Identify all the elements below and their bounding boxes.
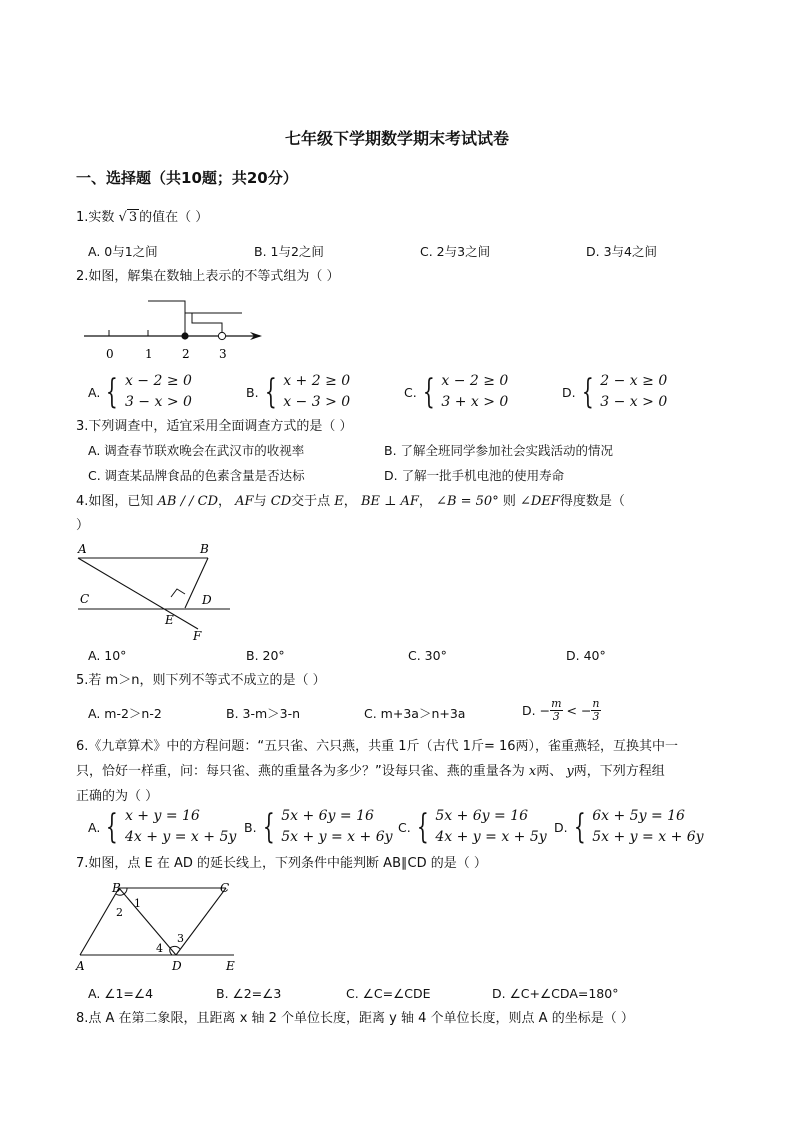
q3-option-b: B. 了解全班同学参加社会实践活动的情况 — [384, 443, 614, 458]
q6-option-b — [244, 806, 393, 848]
tick-label-0: 0 — [106, 347, 114, 361]
question-4-stem-cont: ） — [76, 518, 90, 533]
angle-arc-3 — [170, 946, 180, 949]
question-8-stem: 8.点 A 在第二象限，且距离 x 轴 2 个单位长度，距离 y 轴 4 个单位长度，则点 A 的坐标是（ ） — [76, 1011, 634, 1026]
line-af — [78, 558, 198, 629]
question-3-stem: 3.下列调查中，适宜采用全面调查方式的是（ ） — [76, 419, 353, 434]
numerator: m — [551, 697, 562, 710]
radicand: 3 — [128, 210, 138, 225]
q4-option-b: B. 20° — [246, 648, 285, 663]
equation-line: 5x + 6y = 16 — [435, 808, 529, 824]
q4-option-d: D. 40° — [566, 648, 606, 663]
q5-option-d: D. − $\frac{m}{3}$ < − $\frac{n}{3}$ — [522, 697, 600, 723]
equation-line: x + 2 ≥ 0 — [283, 373, 351, 389]
brace-glyph: { — [422, 372, 435, 412]
q7-option-a: A. ∠1=∠4 — [88, 986, 154, 1001]
label-e: E — [226, 959, 235, 973]
option-letter: D. — [522, 702, 536, 718]
brace-glyph: { — [573, 807, 586, 847]
q7-option-d: D. ∠C+∠CDA=180° — [492, 986, 619, 1001]
q4-text: ， — [218, 494, 232, 509]
q4-text: ， — [343, 494, 357, 509]
option-letter: B. — [246, 384, 259, 400]
q6-text: 两，下列方程组 — [573, 764, 665, 779]
label-a: A — [76, 959, 85, 973]
denominator: 3 — [552, 710, 560, 723]
q6-text: 只，恰好一样重，问：每只雀、燕的重量各为多少？”设每只雀、燕的重量各为 — [76, 764, 525, 779]
q3-option-d: D. 了解一批手机电池的使用寿命 — [384, 468, 565, 483]
q5-option-c: C. m+3a＞n+3a — [364, 706, 466, 721]
equation-line: x − 2 ≥ 0 — [441, 373, 509, 389]
page-title: 七年级下学期数学期末考试试卷 — [284, 129, 509, 148]
solid-point — [181, 332, 188, 339]
brace-glyph: { — [106, 372, 119, 412]
q3-option-c: C. 调查某品牌食品的色素含量是否达标 — [88, 468, 305, 483]
equation-line: 6x + 5y = 16 — [592, 808, 685, 824]
q4-text: 与 — [253, 494, 267, 509]
less-than-sign: < — [566, 702, 577, 718]
parallel-lines-figure-q4 — [74, 540, 234, 644]
question-6-line-2 — [76, 763, 665, 781]
q4-math: ∠B = 50° — [436, 494, 499, 509]
interval-bracket-right — [192, 313, 222, 336]
q4-math: AF — [235, 494, 254, 509]
label-c: C — [80, 592, 90, 606]
q4-text: 交于点 — [291, 494, 331, 509]
q6-option-a — [88, 806, 236, 848]
angle-label-2: 2 — [116, 906, 123, 919]
hollow-point — [218, 332, 225, 339]
equation-line: x − 2 ≥ 0 — [124, 373, 192, 389]
label-d: D — [202, 593, 212, 607]
q7-option-c: C. ∠C=∠CDE — [346, 986, 431, 1001]
question-5-stem: 5.若 m＞n，则下列不等式不成立的是（ ） — [76, 673, 326, 688]
angle-label-3: 3 — [177, 932, 184, 945]
q2-option-b — [246, 371, 350, 413]
q6-option-c — [398, 806, 547, 848]
angle-label-4: 4 — [156, 942, 163, 955]
q1-stem-start: 1.实数 — [76, 210, 115, 225]
question-6-line-3: 正确的为（ ） — [76, 789, 159, 804]
label-f: F — [193, 629, 202, 643]
label-a: A — [78, 542, 87, 556]
q1-option-d: D. 3与4之间 — [586, 244, 657, 259]
q2-option-c — [404, 371, 508, 413]
q4-option-c: C. 30° — [408, 648, 447, 663]
equation-line: x + y = 16 — [124, 808, 200, 824]
q4-option-a: A. 10° — [88, 648, 127, 663]
equation-line: 3 + x > 0 — [441, 394, 509, 410]
label-e: E — [165, 613, 174, 627]
q4-math: BE ⊥ AF — [360, 494, 419, 509]
equation-line: 3 − x > 0 — [600, 394, 668, 410]
option-letter: D. — [562, 384, 576, 400]
q4-math: AB / / CD — [157, 494, 219, 509]
question-4-stem — [76, 493, 625, 511]
label-d: D — [172, 959, 182, 973]
option-letter: C. — [404, 384, 417, 400]
q6-option-d — [554, 806, 704, 848]
diagonal-bd — [119, 888, 176, 955]
tick-label-2: 2 — [182, 347, 190, 361]
q2-option-d — [562, 371, 667, 413]
q1-option-b: B. 1与2之间 — [254, 244, 324, 259]
q4-text: ， — [418, 494, 432, 509]
q5-option-b: B. 3-m＞3-n — [226, 706, 301, 721]
question-7-stem: 7.如图，点 E 在 AD 的延长线上，下列条件中能判断 AB∥CD 的是（ ） — [76, 856, 487, 871]
segment-ab — [80, 888, 119, 955]
q7-option-b: B. ∠2=∠3 — [216, 986, 282, 1001]
numerator: n — [592, 697, 600, 710]
denominator: 3 — [592, 710, 600, 723]
brace-glyph: { — [581, 372, 594, 412]
option-letter: B. — [244, 819, 257, 835]
equation-line: x − 3 > 0 — [283, 394, 351, 410]
label-c: C — [220, 881, 230, 895]
section-heading: 一、选择题（共10题；共20分） — [76, 169, 298, 187]
equation-line: 4x + y = x + 5y — [124, 829, 237, 845]
q4-text: 得度数是（ — [559, 494, 625, 509]
equation-line: 3 − x > 0 — [124, 394, 192, 410]
q4-text: 4.如图，已知 — [76, 494, 154, 509]
q1-stem-end: 的值在（ ） — [139, 210, 209, 225]
parallelogram-figure-q7 — [74, 878, 244, 976]
equation-line: 4x + y = x + 5y — [435, 829, 547, 845]
equation-line: 5x + y = x + 6y — [281, 829, 393, 845]
fraction-m-3 — [550, 698, 562, 723]
q6-text: 两、 — [536, 764, 563, 779]
option-letter: A. — [88, 819, 101, 835]
q6-var-x: x — [528, 764, 537, 779]
q6-var-y: y — [566, 764, 574, 779]
q3-option-a: A. 调查春节联欢晚会在武汉市的收视率 — [88, 443, 305, 458]
equation-line: 5x + 6y = 16 — [281, 808, 374, 824]
number-line-figure — [80, 296, 270, 366]
tick-label-1: 1 — [145, 347, 153, 361]
q2-option-a — [88, 371, 192, 413]
question-2-stem: 2.如图，解集在数轴上表示的不等式组为（ ） — [76, 269, 340, 284]
tick-label-3: 3 — [219, 347, 227, 361]
option-letter: A. — [88, 384, 101, 400]
angle-label-1: 1 — [134, 897, 141, 910]
label-b: B — [200, 542, 209, 556]
option-letter: D. — [554, 819, 568, 835]
angle-arc-1 — [124, 888, 127, 894]
sqrt-expression: √ 3 — [118, 210, 138, 225]
equation-line: 2 − x ≥ 0 — [600, 373, 668, 389]
interval-bracket-left — [148, 301, 185, 336]
label-b: B — [112, 881, 121, 895]
q1-option-c: C. 2与3之间 — [420, 244, 491, 259]
q4-math: E — [334, 494, 344, 509]
option-letter: C. — [398, 819, 411, 835]
q1-option-a: A. 0与1之间 — [88, 244, 158, 259]
brace-glyph: { — [264, 372, 277, 412]
q5-option-a: A. m-2＞n-2 — [88, 706, 162, 721]
q4-math: ∠DEF — [520, 494, 560, 509]
right-angle-mark — [171, 589, 185, 597]
equation-line: 5x + y = x + 6y — [592, 829, 704, 845]
brace-glyph: { — [416, 807, 429, 847]
q4-text: 则 — [502, 494, 516, 509]
question-1-stem — [76, 209, 208, 227]
brace-glyph: { — [106, 807, 119, 847]
fraction-n-3 — [591, 698, 600, 723]
brace-glyph: { — [262, 807, 275, 847]
question-6-line-1: 6.《九章算术》中的方程问题：“五只雀、六只燕，共重 1斤（古代 1斤= 16两），雀重燕轻，互换其中一 — [76, 739, 679, 754]
q4-math: CD — [270, 494, 292, 509]
